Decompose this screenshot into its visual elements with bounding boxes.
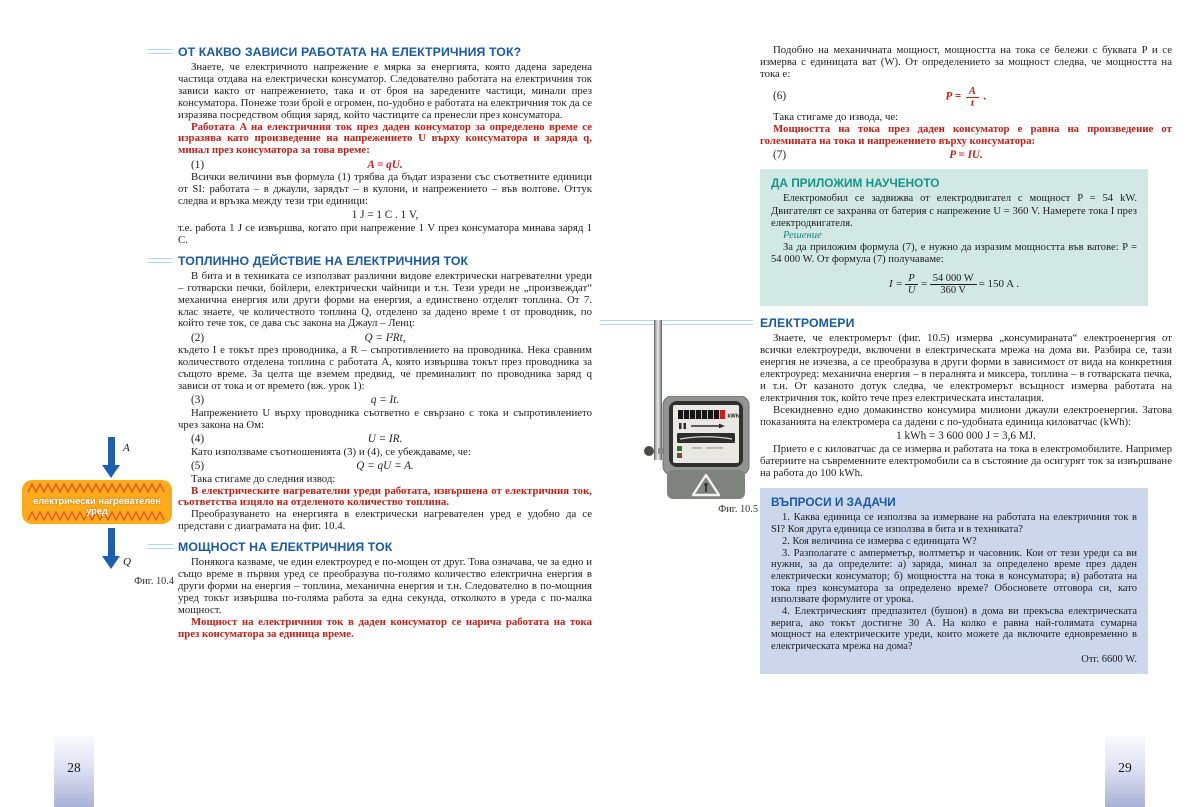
- equation: A = qU.: [367, 158, 403, 171]
- questions-box-title: ВЪПРОСИ И ЗАДАЧИ: [771, 495, 896, 510]
- paragraph: Всички величини във формула (1) трябва да бъдат изразени със съответните единици от SI: работата – в джаули, зарядът – в кулони, и напрежението – във волтове. Оттук следва и връзка между тези три единици:: [178, 171, 592, 208]
- figure-caption: Фиг. 10.4: [134, 576, 174, 587]
- paragraph: Напрежението U върху проводника съответно е свързано с тока и съпротивлението чрез закона на Ом:: [178, 406, 592, 431]
- equation: 1 J = 1 C . 1 V,: [351, 209, 419, 222]
- paragraph: В бита и в техниката се използват различни видове електрически нагревателни уреди – готварски печки, бойлери, електрически чайници и т.н. Тези уреди не „произвеждат“ механична енергия или други форми на енергия, а единствено отделят топлина. От 7. клас знаете, че количеството топлина Q, отделено за дадено време t от проводник, по който тече ток, се дава със закона на Джаул – Ленц:: [178, 269, 592, 330]
- equation-row: [178, 460, 592, 472]
- equation-number: (6): [773, 90, 787, 103]
- heading-text: ОТ КАКВО ЗАВИСИ РАБОТАТА НА ЕЛЕКТРИЧНИЯ ТОК?: [178, 45, 522, 59]
- heading-text: ЕЛЕКТРОМЕРИ: [760, 316, 855, 331]
- question-item: 4. Електрическият предпазител (бушон) в дома ви прекъсва електрическата верига, ако токът достигне 30 A. На колко е равна най-голямата сумарна мощност на електрическите уреди, които можете да включите едновременно в електрическата мрежа на дома?: [771, 606, 1137, 653]
- equation: q = It.: [370, 394, 400, 407]
- equation-row: [178, 159, 592, 171]
- arrow-down-icon: [108, 437, 115, 466]
- equation-number: (5): [191, 460, 205, 473]
- paragraph: Знаете, че електромерът (фиг. 10.5) измерва „консумираната“ електроенергия от всички електроуреди, включени в електрическата мрежа на дома ви. Разбира се, тази енергия не изчезва, а се преобразува в други форми в зависимост от вида на конкретния електроуред: механична енергия – в пералнята и миксера, топлина – в готварската печка, и т.н. От казаното дотук следва, че електромерът всъщност измерва работата на електричния ток, който тече през електрическата инсталация.: [760, 332, 1172, 404]
- equation: P = IU.: [949, 149, 983, 162]
- paragraph: т.е. работа 1 J се извършва, когато при напрежение 1 V през консуматора минава заряд 1 C.: [178, 221, 592, 246]
- arrow-down-icon: [102, 465, 120, 478]
- heading-power-of-current: [178, 540, 592, 554]
- paragraph: Понякога казваме, че един електроуред е по-мощен от друг. Това означава, че за едно и също време в първия уред се преобразува по-голямо количество електрична енергия в други форми на енергия – топлина, механична енергия и т.н. Следователно в по-мощния уред токът извършва по-голяма работа за една секунда, отколкото в уреда с по-малка мощност.: [178, 556, 592, 616]
- apply-box: [760, 169, 1148, 306]
- question-item: 2. Коя величина се измерва с единицата W?: [782, 535, 977, 547]
- heading-work-of-current: [178, 45, 592, 59]
- equation-row: [760, 430, 1172, 442]
- equation-row: [178, 209, 592, 221]
- heating-element-box: [22, 480, 172, 524]
- paragraph: Знаете, че електричното напрежение е мярка за енергията, която дадена заредена частица отдава на електрически консуматор. Следователно работата на електричния ток зависи както от напрежението, така и от броя на заредените частици, минали през консуматора. Понеже този брой е огромен, по-удобно е работата на електричния ток да се изразява посредством общия заряд, който частиците са пренесли през консуматора.: [178, 61, 592, 121]
- electricity-meter-icon: [662, 396, 750, 500]
- heading-rule-icon: [148, 49, 173, 54]
- fraction-numerator: 54 000 W: [930, 273, 977, 285]
- equation-mid: =: [920, 277, 928, 290]
- equation-row: [760, 85, 1172, 108]
- fraction: [930, 273, 977, 296]
- equation: [771, 272, 1137, 295]
- figure-10-5-electricity-meter: [638, 320, 758, 522]
- heading-electricity-meters: [760, 316, 1172, 330]
- fraction-denominator: 360 V: [940, 285, 966, 297]
- paragraph: Така стигаме до извода, че:: [773, 111, 899, 124]
- heading-text: ТОПЛИННО ДЕЙСТВИЕ НА ЕЛЕКТРИЧНИЯ ТОК: [178, 253, 469, 268]
- page-number-right: 29: [1118, 760, 1132, 775]
- paragraph: Като използваме съотношенията (3) и (4), се убеждаваме, че:: [191, 445, 471, 458]
- equation: U = IR.: [367, 433, 403, 446]
- heading-text: МОЩНОСТ НА ЕЛЕКТРИЧНИЯ ТОК: [178, 540, 393, 555]
- equation-number: (7): [773, 149, 787, 162]
- equation: Q = I²Rt,: [364, 331, 406, 344]
- fraction-denominator: U: [907, 285, 916, 297]
- paragraph: където I е токът през проводника, а R – съпротивлението на проводника. Нека сравним количеството отделена топлина с работата A, която извършва токът през проводника за същото време. За целта ще вземем предвид, че преминалият по проводника заряд q зависи от тока и от времето (вж. урок 1):: [178, 344, 592, 393]
- equation-tail: .: [980, 90, 987, 103]
- equation-number: (2): [191, 331, 205, 344]
- equation-row: [178, 332, 592, 344]
- equation-number: (1): [191, 158, 205, 171]
- paragraph: Всекидневно едно домакинство консумира милиони джаули електроенергия. Затова показанията на електромера са дадени с по-удобната единица киловатчас (kWh):: [760, 403, 1172, 428]
- question-item: 3. Разполагате с амперметър, волтметър и часовник. Кои от тези уреди са ви нужни, за да определите: а) заряда, минал за определено време през даден електрически консуматор; б) мощността на тока в консуматора; в) работата на тока през консуматора за определено време? Обосновете отговора си, като използвате формулите от урока.: [771, 547, 1137, 606]
- meter-unit-label: kWh: [727, 413, 739, 420]
- equation-row: [760, 149, 1172, 161]
- arrow-label-a: A: [123, 442, 130, 454]
- paragraph: Електромобил се задвижва от електродвигател с мощност P = 54 kW. Двигателят се захранва от батерия с напрежение U = 360 V. Намерете тока I през електродвигателя.: [771, 193, 1137, 229]
- arrow-label-q: Q: [123, 556, 131, 568]
- heading-thermal-action: [178, 254, 592, 268]
- equation-row: [178, 394, 592, 406]
- fraction-numerator: A: [966, 86, 979, 98]
- fraction: [905, 273, 919, 296]
- page-left: [178, 45, 592, 641]
- question-item: 1. Каква единица се използва за измерване на работата на електричния ток в SI? Коя друга единица се използва в бита и в техниката?: [771, 512, 1137, 536]
- fraction: [966, 86, 979, 109]
- equation: Q = qU = A.: [356, 460, 414, 473]
- equation-number: (3): [191, 394, 205, 407]
- equation-lhs: I =: [888, 277, 903, 290]
- apply-box-title: ДА ПРИЛОЖИМ НАУЧЕНОТО: [771, 176, 940, 191]
- valve-icon: [644, 446, 654, 456]
- equation-lhs: P =: [945, 90, 964, 103]
- equation-row: [178, 433, 592, 445]
- heater-label: електрически нагревателен уред: [33, 496, 161, 516]
- equation-number: (4): [191, 433, 205, 446]
- equation-tail: = 150 A .: [978, 277, 1020, 290]
- conclusion-paragraph: В електрическите нагревателни уреди работата, извършена от електричния ток, съответства изцяло на отделеното количество топлина.: [178, 484, 592, 509]
- page-number-left: 28: [67, 760, 81, 775]
- paragraph: За да приложим формула (7), е нужно да изразим мощността във ватове: P = 54 000 W. От формула (7) получаваме:: [771, 241, 1137, 265]
- figure-caption: Фиг. 10.5: [718, 504, 758, 515]
- arrow-down-icon: [102, 556, 120, 569]
- equation: [802, 85, 1130, 108]
- meter-pipe: [654, 320, 662, 460]
- fraction-numerator: P: [905, 273, 919, 285]
- questions-box: [760, 488, 1148, 673]
- definition-paragraph: Работата A на електричния ток през даден консуматор за определено време се изразява като произведение на напрежението U върху консуматора и заряда q, минал през консуматора за това време:: [178, 120, 592, 157]
- arrow-down-icon: [108, 528, 115, 557]
- paragraph: Така стигаме до следния извод:: [191, 472, 336, 485]
- equation: 1 kWh = 3 600 000 J = 3,6 MJ.: [896, 430, 1036, 443]
- solution-label: Решение: [783, 229, 822, 241]
- paragraph: Подобно на механичната мощност, мощността на тока се бележи с буквата P и се измерва с единицата ват (W). От определението за мощност следва, че мощността на тока е:: [760, 44, 1172, 80]
- definition-paragraph: Мощност на електричния ток в даден консуматор се нарича работата на тока през консуматора за единица време.: [178, 615, 592, 640]
- paragraph: Прието е с киловатчас да се измерва и работата на тока в електромобилите. Например батериите на съвременните електромобили са в състояние да осигурят ток за извършване на работа до 100 kWh.: [760, 442, 1172, 479]
- paragraph: Преобразуването на енергията в електрически нагревателен уред е удобно да се представи с диаграмата на фиг. 10.4.: [178, 508, 592, 533]
- footer-band-left: [54, 736, 94, 807]
- answer-label: Отг. 6600 W.: [1081, 653, 1137, 665]
- footer-band-right: [1105, 736, 1145, 807]
- page-right: [760, 45, 1172, 674]
- figure-10-4: [22, 432, 174, 604]
- conclusion-paragraph: Мощността на тока през даден консуматор е равна на произведение от големината на тока и напрежението върху консуматора:: [760, 123, 1172, 147]
- fraction-denominator: t: [970, 97, 974, 109]
- heading-rule-icon: [148, 258, 173, 263]
